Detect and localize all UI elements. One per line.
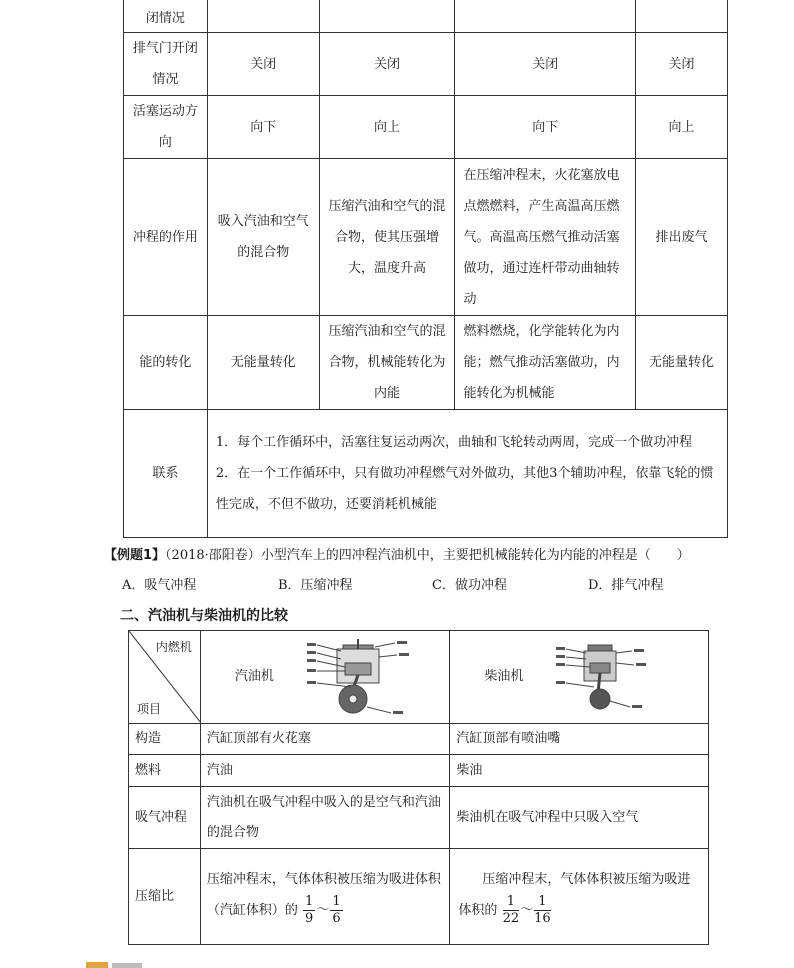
cell: 关闭: [319, 33, 455, 96]
cell: 无能量转化: [636, 316, 728, 410]
diagonal-header-cell: [129, 631, 201, 724]
cell: 压缩汽油和空气的混合物，机械能转化为内能: [319, 316, 455, 410]
cell: 排出废气: [636, 159, 728, 316]
fraction: $\frac{1}{16}$: [534, 894, 551, 926]
cell: 吸入汽油和空气的混合物: [207, 159, 319, 316]
cell: 燃料燃烧，化学能转化为内能；燃气推动活塞做功，内能转化为机械能: [455, 316, 636, 410]
row-label: 能的转化: [124, 316, 208, 410]
table-row: [124, 316, 728, 410]
ratio-text: 压缩冲程末，气体体积被压缩为吸进体积（汽缸体积）的: [206, 872, 441, 918]
cell: 无能量转化: [207, 316, 319, 410]
stroke-comparison-table: [123, 0, 728, 538]
row-label: 联系: [124, 410, 208, 538]
table-row: [124, 410, 728, 538]
fraction: $\frac{1}{22}$: [502, 894, 520, 926]
row-label: 闭情况: [124, 0, 208, 33]
cell: 关闭: [207, 33, 319, 96]
cell: 柴油机在吸气冲程中只吸入空气: [450, 787, 709, 849]
example-text: 小型汽车上的四冲程汽油机中，主要把机械能转化为内能的冲程是（ ）: [260, 548, 690, 563]
corner-top-label: 内燃机: [155, 640, 192, 654]
cell: 汽缸顶部有喷油嘴: [450, 724, 709, 755]
gasoline-engine-header: [200, 631, 450, 724]
example-tag: 【例题1】: [104, 548, 166, 563]
cell: 在压缩冲程末，火花塞放电点燃燃料，产生高温高压燃气。高温高压燃气推动活塞做功，通过连杆带动曲轴转动: [455, 159, 636, 316]
cell: 汽缸顶部有火花塞: [200, 724, 450, 755]
table-row: [129, 755, 709, 787]
table-header-row: [129, 631, 709, 724]
cell: 向上: [319, 96, 455, 159]
gasoline-engine-diagram: [305, 637, 415, 719]
table-row: [129, 724, 709, 755]
corner-bottom-label: 项目: [137, 702, 162, 716]
diesel-engine-label: 柴油机: [484, 669, 524, 684]
row-label: 活塞运动方向: [124, 96, 208, 159]
section-heading: 二、汽油机与柴油机的比较: [120, 608, 288, 624]
cell: 向下: [455, 96, 636, 159]
relation-line-1: 1．每个工作循环中，活塞往复运动两次，曲轴和飞轮转动两周，完成一个做功冲程: [215, 435, 693, 450]
row-label: 排气门开闭情况: [124, 33, 208, 96]
footer-decoration: [86, 958, 146, 968]
option-c: C．做功冲程: [432, 578, 507, 593]
row-label: 冲程的作用: [124, 159, 208, 316]
diesel-engine-header: [450, 631, 709, 724]
row-label: 吸气冲程: [129, 787, 201, 849]
row-label: 燃料: [129, 755, 201, 787]
cell: 压缩汽油和空气的混合物，使其压强增大，温度升高: [319, 159, 455, 316]
gasoline-ratio-cell: 压缩冲程末，气体体积被压缩为吸进体积（汽缸体积）的 $\frac{1}{9}$ ～ $\frac{1}{6}$: [200, 849, 450, 945]
cell: 汽油: [200, 755, 450, 787]
ratio-text: 压缩冲程末，气体体积被压缩为吸进体积的: [458, 872, 691, 918]
cell: 向上: [636, 96, 728, 159]
gasoline-engine-label: 汽油机: [234, 669, 274, 684]
example-question: [104, 544, 690, 563]
example-source: （2018·邵阳卷）: [165, 548, 261, 563]
row-label: 压缩比: [129, 849, 201, 945]
table-row: [124, 96, 728, 159]
relation-line-2: 2．在一个工作循环中，只有做功冲程燃气对外做功，其他3个辅助冲程，依靠飞轮的惯性完成，不但不做功，还要消耗机械能: [215, 466, 714, 512]
diesel-ratio-cell: 压缩冲程末，气体体积被压缩为吸进体积的 $\frac{1}{22}$ ～ $\frac{1}{16}$: [450, 849, 709, 945]
cell: 关闭: [455, 33, 636, 96]
cell: 汽油机在吸气冲程中吸入的是空气和汽油的混合物: [200, 787, 450, 849]
diesel-engine-diagram: [554, 641, 650, 715]
table-row: [129, 787, 709, 849]
option-a: A．吸气冲程: [122, 578, 197, 593]
fraction: $\frac{1}{9}$: [305, 894, 314, 926]
table-row: [124, 159, 728, 316]
table-row: [124, 33, 728, 96]
option-d: D．排气冲程: [588, 578, 664, 593]
engine-comparison-table: [128, 630, 709, 945]
row-label: 构造: [129, 724, 201, 755]
cell: 柴油: [450, 755, 709, 787]
cell: 关闭: [636, 33, 728, 96]
table-row: [124, 0, 728, 33]
table-row: [129, 849, 709, 945]
relation-cell: [207, 410, 727, 538]
cell: 向下: [207, 96, 319, 159]
option-b: B．压缩冲程: [278, 578, 353, 593]
fraction: $\frac{1}{6}$: [332, 894, 341, 926]
